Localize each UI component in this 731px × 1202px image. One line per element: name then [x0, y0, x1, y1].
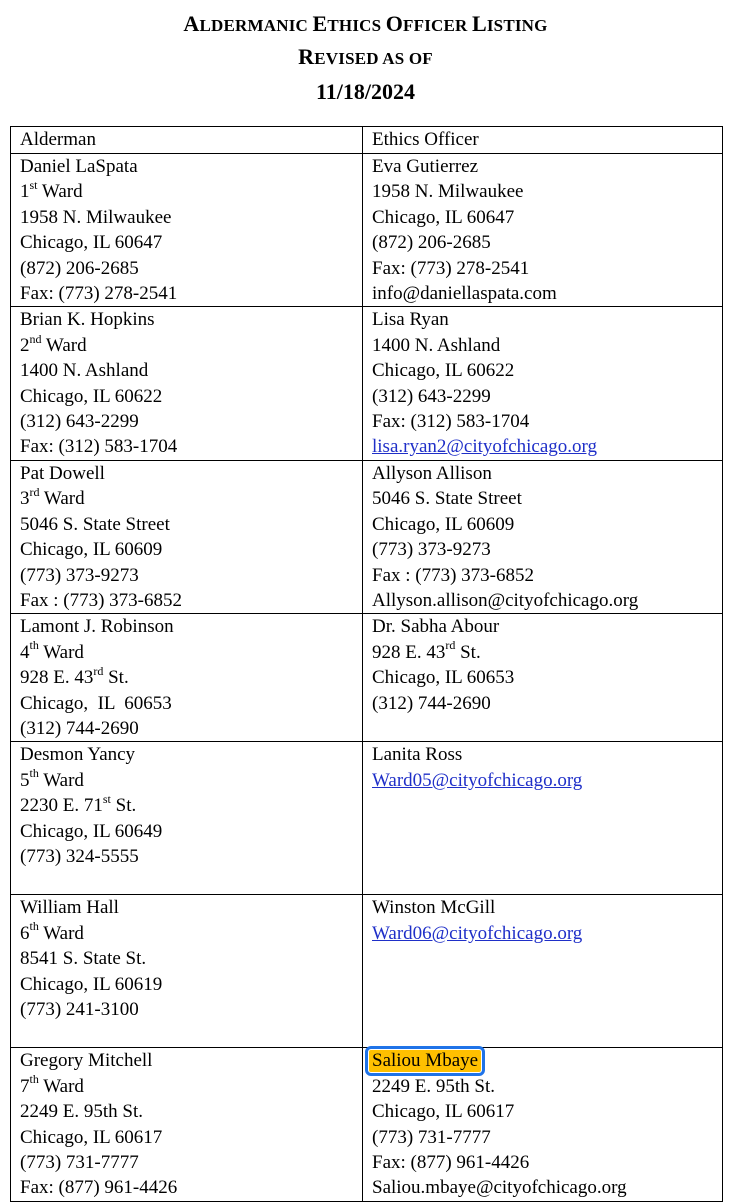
alderman-address: 2230 E. 71st St. [20, 791, 137, 817]
officer-phone: (312) 643-2299 [372, 385, 491, 407]
ethics-officer-cell [363, 742, 723, 895]
ethics-officer-table [10, 126, 723, 1202]
ethics-officer-cell [363, 614, 723, 742]
alderman-city: Chicago, IL 60609 [20, 539, 163, 561]
officer-email-link[interactable]: lisa.ryan2@cityofchicago.org [372, 436, 598, 458]
alderman-address: 5046 S. State Street [20, 513, 170, 535]
officer-city: Chicago, IL 60609 [372, 513, 515, 535]
alderman-cell [11, 742, 363, 895]
alderman-phone: (312) 643-2299 [20, 411, 139, 433]
table-row [11, 742, 723, 895]
ethics-officer-cell [363, 307, 723, 460]
alderman-city: Chicago, IL 60622 [20, 385, 163, 407]
alderman-cell [11, 1048, 363, 1201]
alderman-phone: (773) 731-7777 [20, 1151, 139, 1173]
ward-label: 1st Ward [20, 178, 83, 203]
document-header [0, 8, 731, 107]
document-title: ALDERMANIC ETHICS OFFICER LISTING [183, 11, 548, 36]
table-row [11, 307, 723, 460]
officer-email-link[interactable]: Ward05@cityofchicago.org [372, 769, 583, 791]
alderman-city: Chicago, IL 60617 [20, 1126, 163, 1148]
selected-officer-name[interactable]: Saliou Mbaye [369, 1050, 481, 1072]
alderman-cell [11, 895, 363, 1048]
officer-address: 1400 N. Ashland [372, 334, 501, 356]
document-subtitle: REVISED AS OF [298, 44, 433, 69]
alderman-city: Chicago, IL 60619 [20, 973, 163, 995]
alderman-fax: Fax: (877) 961-4426 [20, 1177, 178, 1199]
ward-label: 4th Ward [20, 638, 84, 663]
alderman-address: 1958 N. Milwaukee [20, 206, 172, 228]
officer-address: 2249 E. 95th St. [372, 1075, 495, 1097]
officer-email-link[interactable]: Ward06@cityofchicago.org [372, 922, 583, 944]
officer-address: 5046 S. State Street [372, 488, 522, 510]
officer-fax: Fax: (877) 961-4426 [372, 1151, 530, 1173]
alderman-address: 928 E. 43rd St. [20, 663, 129, 689]
ward-label: 6th Ward [20, 919, 84, 944]
alderman-cell [11, 460, 363, 613]
alderman-fax: Fax : (773) 373-6852 [20, 589, 183, 611]
alderman-address: 8541 S. State St. [20, 948, 147, 970]
column-header-ethics-officer: Ethics Officer [363, 127, 723, 154]
officer-name: Dr. Sabha Abour [372, 616, 500, 638]
ward-label: 7th Ward [20, 1072, 84, 1097]
officer-name-row [372, 1048, 716, 1073]
table-row [11, 1048, 723, 1201]
alderman-name: Lamont J. Robinson [20, 616, 174, 638]
alderman-cell [11, 307, 363, 460]
officer-city: Chicago, IL 60622 [372, 360, 515, 382]
alderman-city: Chicago, IL 60647 [20, 232, 163, 254]
table-row [11, 460, 723, 613]
alderman-phone: (872) 206-2685 [20, 257, 139, 279]
table-header-row [11, 127, 723, 154]
table-row [11, 895, 723, 1048]
officer-email: Saliou.mbaye@cityofchicago.org [372, 1177, 627, 1199]
officer-city: Chicago, IL 60653 [372, 667, 515, 689]
officer-name: Eva Gutierrez [372, 156, 479, 177]
officer-city: Chicago, IL 60617 [372, 1101, 515, 1123]
officer-phone: (773) 731-7777 [372, 1126, 491, 1148]
alderman-phone: (312) 744-2690 [20, 717, 139, 739]
officer-fax: Fax: (312) 583-1704 [372, 411, 530, 433]
alderman-cell [11, 154, 363, 307]
alderman-address: 2249 E. 95th St. [20, 1101, 143, 1123]
officer-email: info@daniellaspata.com [372, 283, 557, 305]
ethics-officer-cell [363, 460, 723, 613]
alderman-phone: (773) 373-9273 [20, 564, 139, 586]
alderman-address: 1400 N. Ashland [20, 360, 149, 382]
officer-address: 928 E. 43rd St. [372, 638, 481, 663]
officer-name: Lanita Ross [372, 744, 463, 766]
alderman-fax: Fax: (773) 278-2541 [20, 283, 178, 305]
officer-address: 1958 N. Milwaukee [372, 181, 524, 203]
alderman-name: Gregory Mitchell [20, 1050, 153, 1072]
alderman-name: Daniel LaSpata [20, 156, 138, 177]
column-header-alderman: Alderman [11, 127, 363, 154]
alderman-name: William Hall [20, 897, 119, 919]
ward-label: 5th Ward [20, 766, 84, 791]
ward-label: 3rd Ward [20, 484, 85, 510]
ethics-officer-cell [363, 154, 723, 307]
ethics-officer-cell [363, 895, 723, 1048]
officer-phone: (312) 744-2690 [372, 692, 491, 714]
officer-name: Winston McGill [372, 897, 496, 919]
alderman-city: Chicago, IL 60653 [20, 692, 172, 714]
alderman-city: Chicago, IL 60649 [20, 820, 163, 842]
officer-city: Chicago, IL 60647 [372, 206, 515, 228]
alderman-phone: (773) 241-3100 [20, 998, 139, 1020]
officer-name: Allyson Allison [372, 462, 492, 484]
alderman-cell [11, 614, 363, 742]
revision-date: 11/18/2024 [315, 79, 415, 104]
officer-fax: Fax: (773) 278-2541 [372, 257, 530, 279]
alderman-name: Brian K. Hopkins [20, 309, 155, 331]
table-row [11, 614, 723, 742]
ethics-officer-cell [363, 1048, 723, 1201]
officer-phone: (872) 206-2685 [372, 232, 491, 254]
officer-fax: Fax : (773) 373-6852 [372, 564, 535, 586]
officer-email: Allyson.allison@cityofchicago.org [372, 589, 639, 611]
table-row [11, 154, 723, 307]
alderman-fax: Fax: (312) 583-1704 [20, 436, 178, 458]
officer-phone: (773) 373-9273 [372, 539, 491, 561]
officer-name: Lisa Ryan [372, 309, 449, 331]
alderman-name: Pat Dowell [20, 462, 105, 484]
alderman-phone: (773) 324-5555 [20, 845, 139, 867]
ward-label: 2nd Ward [20, 331, 87, 356]
alderman-name: Desmon Yancy [20, 744, 136, 766]
